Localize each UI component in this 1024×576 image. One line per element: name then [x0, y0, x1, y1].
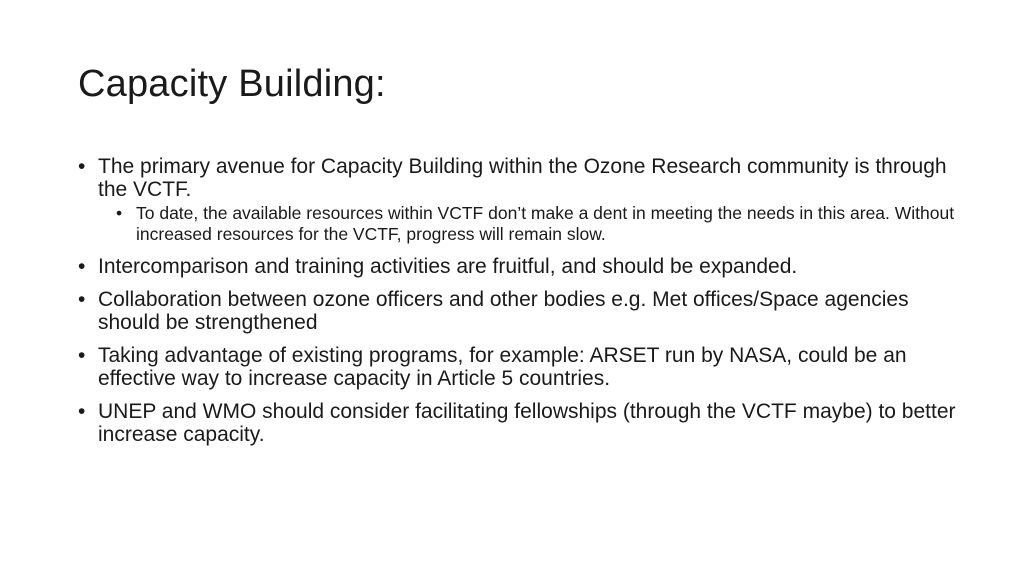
bullet-text: Collaboration between ozone officers and other bodies e.g. Met offices/Space agencies should be strengthened — [98, 288, 909, 334]
sub-bullet-text: To date, the available resources within VCTF don’t make a dent in meeting the needs in this area. Without increased resources for the VCTF, progress will remain slow. — [136, 203, 955, 244]
bullet-list — [78, 155, 958, 456]
bullet-item — [78, 255, 958, 278]
bullet-item — [78, 288, 958, 334]
bullet-item — [78, 155, 958, 245]
bullet-marker: • — [78, 400, 86, 423]
bullet-marker: • — [78, 288, 86, 311]
slide-title: Capacity Building: — [78, 63, 386, 105]
bullet-text: Intercomparison and training activities are fruitful, and should be expanded. — [98, 255, 798, 278]
bullet-marker: • — [78, 255, 86, 278]
bullet-item — [78, 400, 958, 446]
bullet-text: The primary avenue for Capacity Building within the Ozone Research community is through the VCTF. — [98, 155, 947, 201]
bullet-marker: • — [78, 155, 86, 178]
sub-bullet-marker: • — [116, 203, 123, 223]
sub-bullet-list — [98, 203, 958, 245]
bullet-marker: • — [78, 344, 86, 367]
bullet-text: UNEP and WMO should consider facilitating fellowships (through the VCTF maybe) to better increase capacity. — [98, 400, 956, 446]
sub-bullet-item — [98, 203, 958, 245]
bullet-item — [78, 344, 958, 390]
bullet-text: Taking advantage of existing programs, for example: ARSET run by NASA, could be an effective way to increase capacity in Article 5 countries. — [98, 344, 907, 390]
